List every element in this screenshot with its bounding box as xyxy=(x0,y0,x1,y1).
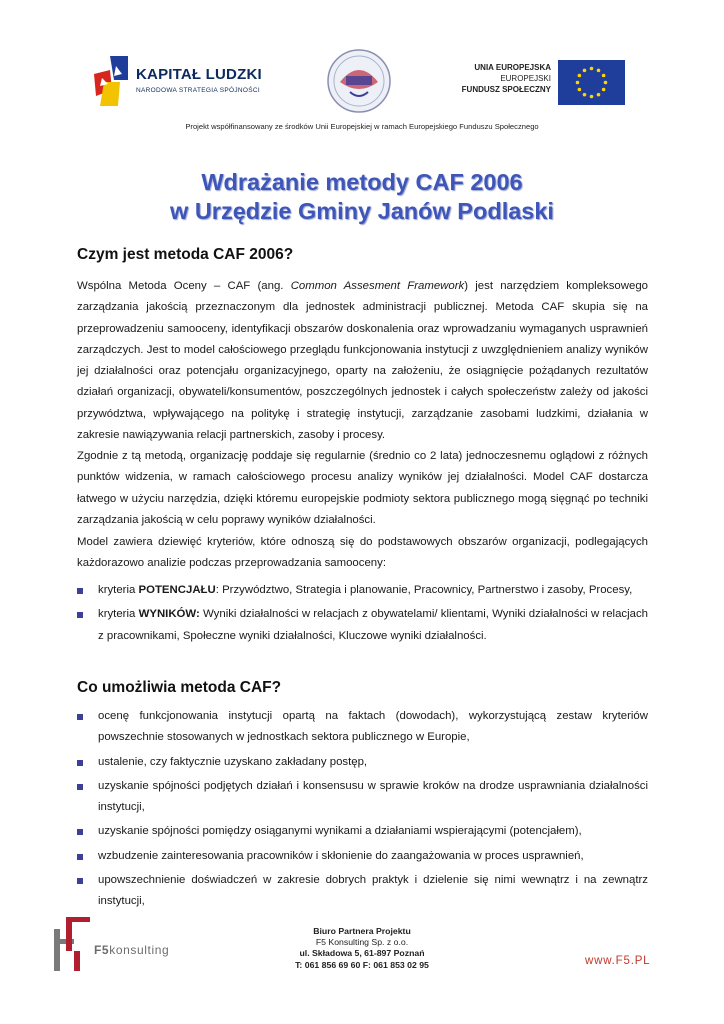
benefit-text: uzyskanie spójności podjętych działań i konsensusu w sprawie kroków na drodze usprawniania działalności instytucji, xyxy=(98,779,648,814)
kapital-ludzki-title: KAPITAŁ LUDZKI xyxy=(136,66,262,83)
list-item xyxy=(77,776,648,819)
eu-star-icon xyxy=(578,88,582,92)
eu-star-icon xyxy=(576,81,580,85)
paragraph-caf-criteria-intro: Model zawiera dziewięć kryteriów, które odnoszą się do podstawowych obszarów organizacji, podlegających każdorazowo analizie podczas przeprowadzania samooceny: xyxy=(77,536,648,570)
eu-star-icon xyxy=(590,95,594,99)
criteria-prefix: kryteria xyxy=(98,584,139,596)
website-link[interactable]: www.F5.PL xyxy=(585,955,651,967)
section-heading-caf-benefits: Co umożliwia metoda CAF? xyxy=(77,679,282,696)
criteria-details: Wyniki działalności w relacjach z obywatelami/ klientami, Wyniki działalności w relacjach z pracownikami, Społeczne wyniki działalności, Kluczowe wyniki działalności. xyxy=(98,608,648,642)
eu-star-icon xyxy=(578,74,582,78)
section-heading-what-is-caf: Czym jest metoda CAF 2006? xyxy=(77,246,294,263)
eu-fund-label xyxy=(455,62,551,95)
eu-star-icon xyxy=(597,93,601,97)
eu-line-2: EUROPEJSKI xyxy=(500,74,551,83)
bullet-icon xyxy=(77,878,83,884)
benefits-list xyxy=(77,706,648,916)
eu-flag-icon xyxy=(558,60,625,105)
kapital-ludzki-logo xyxy=(92,52,267,110)
eu-line-3: FUNDUSZ SPOŁECZNY xyxy=(461,85,551,94)
eu-star-icon xyxy=(602,88,606,92)
cofinancing-note: Projekt współfinansowany ze środków Unii Europejskiej w ramach Europejskiego Funduszu Społecznego xyxy=(185,122,539,131)
bullet-icon xyxy=(77,714,83,720)
office-address: ul. Składowa 5, 61-897 Poznań xyxy=(299,948,425,959)
bullet-icon xyxy=(77,760,83,766)
list-item xyxy=(77,870,648,913)
criteria-name: WYNIKÓW: xyxy=(138,608,200,621)
criteria-prefix: kryteria xyxy=(98,608,139,621)
p1-italic-term: Common Assesment Framework xyxy=(290,280,465,292)
page-title xyxy=(60,168,664,226)
list-item xyxy=(77,846,648,867)
kapital-ludzki-mark-icon xyxy=(92,52,132,108)
title-line-1: Wdrażanie metody CAF 2006 xyxy=(201,169,523,195)
criteria-list xyxy=(77,580,648,650)
eu-star-icon xyxy=(583,93,587,97)
benefit-text: ocenę funkcjonowania instytucji opartą na faktach (dowodach), wykorzystującą zestaw kryteriów powszechnie stosowanych w jednostkach sektora publicznego w Europie, xyxy=(98,710,648,744)
p1-text-end: ) jest narzędziem kompleksowego zarządzania jakością przeznaczonym dla jednostek administracji publicznej. Metoda CAF skupia się na przeprowadzeniu samooceny, identyfikacji obszarów doskonalenia oraz wprowadzaniu wymaganych usprawnień zarządczych. Jest to model całościowego przeglądu funkcjonowania instytucji z uwzględnieniem analizy wyników jej działalności oraz potencjału organizacyjnego, oparty na założeniu, że osiągnięcie pożądanych rezultatów działań organizacji, obywateli/konsumentów, poszczególnych jednostek i całych społeczeństw zależy od jakości przywództwa, wpływającego na politykę i strategię instytucji, zarządzanie zasobami ludzkimi, działania w zakresie nawiązywania relacji partnerskich, zasoby i procesy. xyxy=(77,280,648,442)
bullet-icon xyxy=(77,829,83,835)
paragraph-caf-definition xyxy=(77,276,648,446)
benefit-text: uzyskanie spójności pomiędzy osiąganymi wynikami a działaniami wspierającymi (potencjałem), xyxy=(98,825,582,838)
list-item xyxy=(77,580,648,601)
benefit-text: wzbudzenie zainteresowania pracowników i skłonienie do zaangażowania w proces usprawnień, xyxy=(98,849,584,862)
paragraph-caf-method: Zgodnie z tą metodą, organizację poddaje się regularnie (średnio co 2 lata) jednoczesnemu oglądowi z różnych punktów widzenia, w ramach całościowego procesu analizy wyników jej działalności. Model CAF dostarcza łatwego w użyciu narzędzia, dzięki któremu europejskie podmioty sektora publicznego mogą sięgnąć po techniki zarządzania jakością w celu poprawy wyników działalności. xyxy=(77,450,648,526)
office-phone: T: 061 856 69 60 F: 061 853 02 95 xyxy=(295,959,429,970)
list-item xyxy=(77,752,648,773)
benefit-text: upowszechnienie doświadczeń w zakresie dobrych praktyk i dzielenie się nimi wewnątrz i na zewnątrz instytucji, xyxy=(98,874,648,908)
office-label: Biuro Partnera Projektu xyxy=(313,926,411,936)
criteria-details: : Przywództwo, Strategia i planowanie, Pracownicy, Partnerstwo i zasoby, Procesy, xyxy=(215,584,633,596)
bullet-icon xyxy=(77,612,83,618)
benefit-text: ustalenie, czy faktycznie uzyskano zakładany postęp, xyxy=(98,755,368,768)
eu-line-1: UNIA EUROPEJSKA xyxy=(474,63,551,72)
f5-word: konsulting xyxy=(109,943,170,957)
list-item xyxy=(77,604,648,647)
bullet-icon xyxy=(77,854,83,860)
p1-text-start: Wspólna Metoda Oceny – CAF (ang. xyxy=(77,280,291,292)
f5-prefix: F5 xyxy=(94,943,110,957)
company-name: F5 Konsulting Sp. z o.o. xyxy=(315,937,409,948)
kapital-ludzki-subtitle: NARODOWA STRATEGIA SPÓJNOŚCI xyxy=(136,87,260,94)
association-seal-icon xyxy=(326,48,392,114)
list-item xyxy=(77,821,648,842)
eu-star-icon xyxy=(604,81,608,85)
eu-star-icon xyxy=(602,74,606,78)
bullet-icon xyxy=(77,588,83,594)
eu-star-icon xyxy=(590,67,594,71)
list-item xyxy=(77,706,648,749)
criteria-name: POTENCJAŁU xyxy=(138,584,216,596)
eu-star-icon xyxy=(583,69,587,73)
eu-star-icon xyxy=(597,69,601,73)
title-line-2: w Urzędzie Gminy Janów Podlaski xyxy=(170,198,554,224)
bullet-icon xyxy=(77,784,83,790)
